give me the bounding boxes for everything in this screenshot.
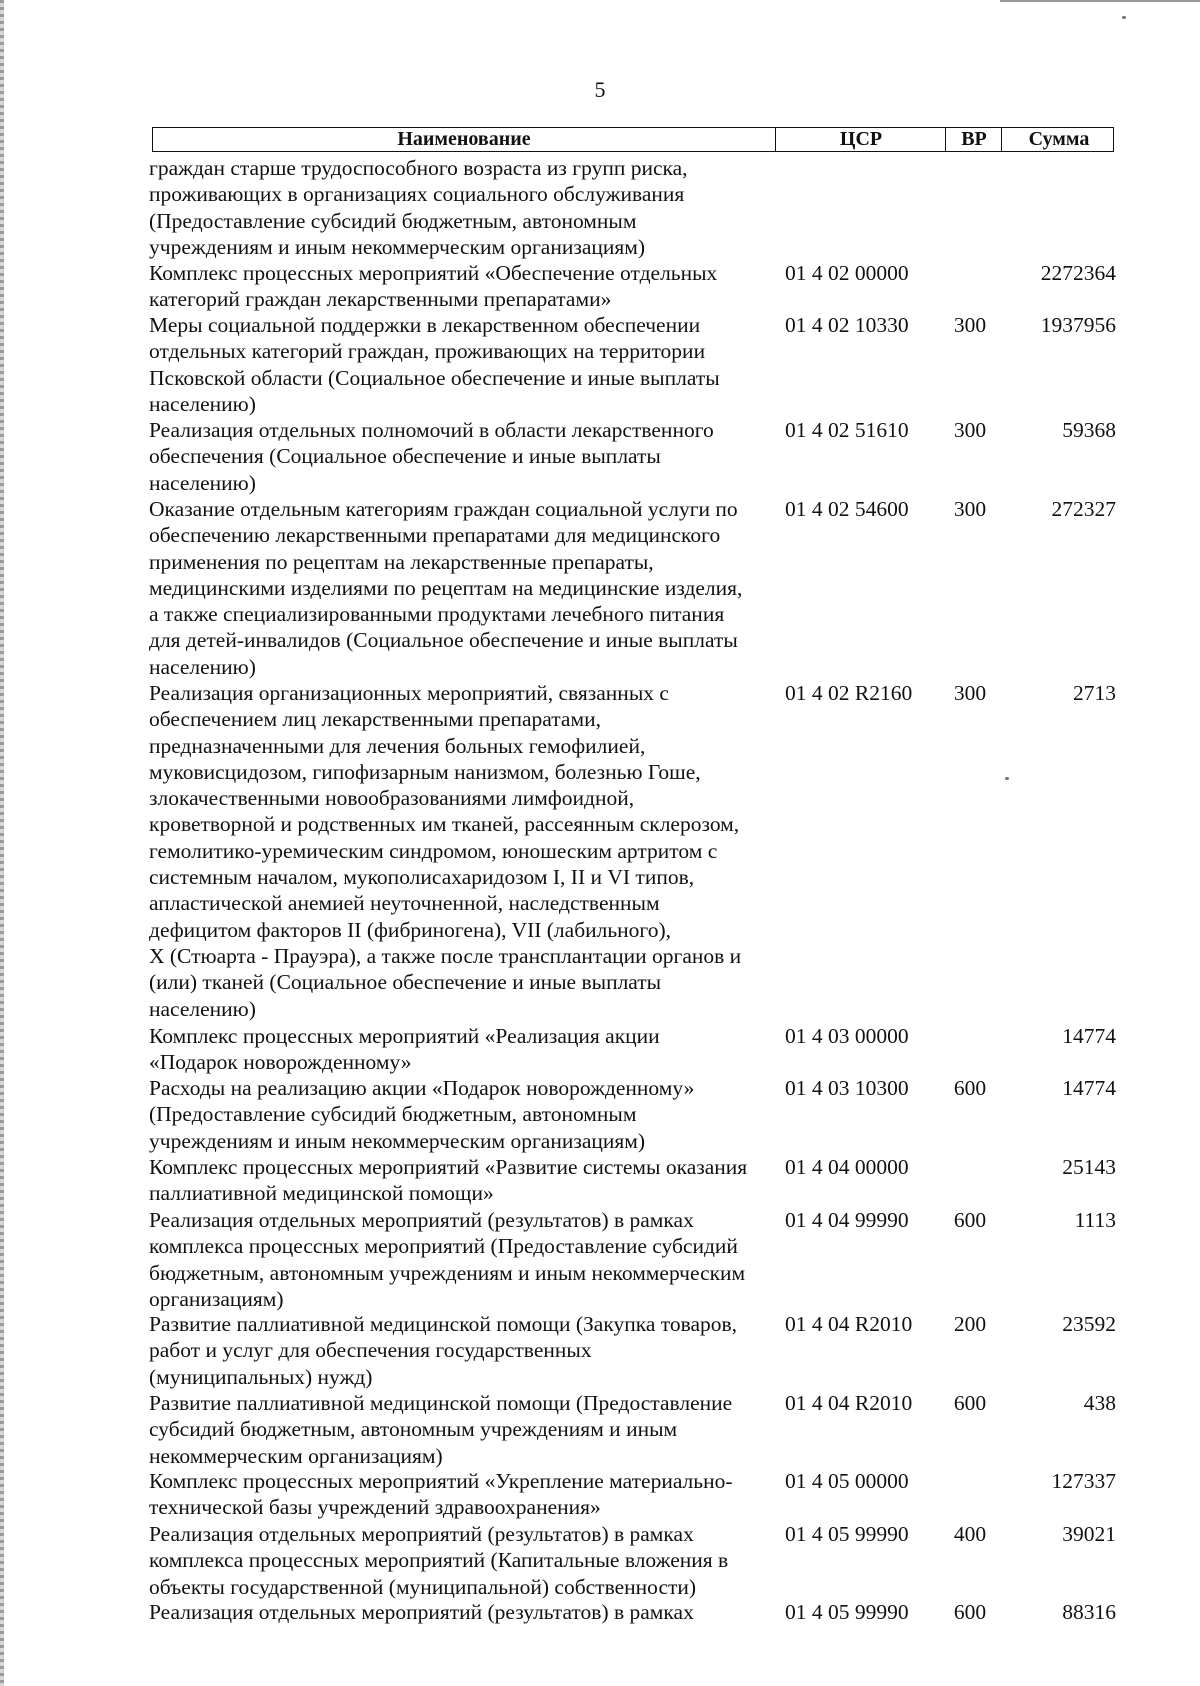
row-sum: 438 <box>1083 1391 1116 1415</box>
scan-line-top <box>1000 0 1200 2</box>
row-name: Комплекс процессных мероприятий «Реализация акции «Подарок новорожденному» <box>149 1024 660 1075</box>
row-name: Меры социальной поддержки в лекарственном обеспечении отдельных категорий граждан, проживающих на территории Псковской области (Социальное обеспечение и иные выплаты населению) <box>149 313 720 416</box>
row-csr: 01 4 02 54600 <box>785 497 909 521</box>
scan-speck <box>1122 16 1126 19</box>
row-vr: 300 <box>953 418 987 442</box>
row-name: Реализация отдельных мероприятий (результатов) в рамках комплекса процессных мероприятий (Предоставление субсидий бюджетным, автономным учреждениям и иным некоммерческим организациям) <box>149 1208 746 1311</box>
row-vr: 200 <box>953 1312 987 1336</box>
row-sum: 14774 <box>1062 1076 1116 1100</box>
row-name: граждан старше трудоспособного возраста из групп риска, проживающих в организациях социального обслуживания (Предоставление субсидий бюджетным, автономным учреждениям и иным некоммерческим организациям) <box>149 156 688 259</box>
row-name: Реализация отдельных мероприятий (результатов) в рамках <box>149 1600 694 1624</box>
row-csr: 01 4 02 51610 <box>785 418 909 442</box>
row-name: Расходы на реализацию акции «Подарок новорожденному» (Предоставление субсидий бюджетным, автономным учреждениям и иным некоммерческим организациям) <box>149 1076 695 1153</box>
row-csr: 01 4 04 R2010 <box>785 1312 913 1336</box>
row-name: Реализация отдельных полномочий в области лекарственного обеспечения (Социальное обеспечение и иные выплаты населению) <box>149 418 714 495</box>
row-csr: 01 4 05 99990 <box>785 1522 909 1546</box>
row-sum: 2272364 <box>1040 261 1116 285</box>
row-sum: 23592 <box>1062 1312 1116 1336</box>
row-vr: 300 <box>953 681 987 705</box>
row-csr: 01 4 02 R2160 <box>785 681 913 705</box>
row-sum: 25143 <box>1062 1155 1116 1179</box>
row-csr: 01 4 04 99990 <box>785 1208 909 1232</box>
header-sum: Сумма <box>1028 128 1090 150</box>
header-vr: ВР <box>947 128 1002 151</box>
row-csr: 01 4 03 10300 <box>785 1076 909 1100</box>
row-csr: 01 4 04 R2010 <box>785 1391 913 1415</box>
row-csr: 01 4 02 10330 <box>785 313 909 337</box>
row-name: Развитие паллиативной медицинской помощи (Закупка товаров, работ и услуг для обеспечения государственных (муниципальных) нужд) <box>149 1312 738 1389</box>
row-name: Реализация отдельных мероприятий (результатов) в рамках комплекса процессных мероприятий (Капитальные вложения в объекты государственной (муниципальной) собственности) <box>149 1522 729 1599</box>
row-sum: 1937956 <box>1040 313 1116 337</box>
row-sum: 2713 <box>1073 681 1116 705</box>
row-sum: 14774 <box>1062 1024 1116 1048</box>
row-vr: 600 <box>953 1391 987 1415</box>
row-name: Комплекс процессных мероприятий «Обеспечение отдельных категорий граждан лекарственными препаратами» <box>149 261 718 312</box>
row-vr: 600 <box>953 1076 987 1100</box>
row-csr: 01 4 05 99990 <box>785 1600 909 1624</box>
row-vr: 600 <box>953 1208 987 1232</box>
row-sum: 39021 <box>1062 1522 1116 1546</box>
row-csr: 01 4 05 00000 <box>785 1469 909 1493</box>
row-vr: 600 <box>953 1600 987 1624</box>
header-csr: ЦСР <box>777 128 946 151</box>
row-name: Комплекс процессных мероприятий «Укрепление материально- технической базы учреждений здравоохранения» <box>149 1469 733 1520</box>
row-vr: 300 <box>953 313 987 337</box>
row-sum: 59368 <box>1062 418 1116 442</box>
row-sum: 272327 <box>1051 497 1116 521</box>
row-vr: 400 <box>953 1522 987 1546</box>
table-header <box>152 127 1114 152</box>
page-number: 5 <box>594 77 606 102</box>
row-csr: 01 4 03 00000 <box>785 1024 909 1048</box>
scan-speck <box>1005 777 1009 780</box>
scan-edge-left <box>0 0 4 1686</box>
row-sum: 127337 <box>1051 1469 1116 1493</box>
row-sum: 1113 <box>1074 1208 1116 1232</box>
row-name: Реализация организационных мероприятий, связанных с обеспечением лиц лекарственными препаратами, предназначенными для лечения больных гемофилией, муковисцидозом, гипофизарным нанизмом, болезнью Гоше, злокачественными новообразованиями лимфоидной, кроветворной и родственных им тканей, рассеянным склерозом, гемолитико-уремическим синдромом, юношеским артритом с системным началом, мукополисахаридозом I, II и VI типов, апластической анемией неуточненной, наследственным дефицитом факторов II (фибриногена), VII (лабильного), X (Стюарта - Прауэра), а также после трансплантации органов и (или) тканей (Социальное обеспечение и иные выплаты населению) <box>149 681 742 1021</box>
row-vr: 300 <box>953 497 987 521</box>
row-csr: 01 4 02 00000 <box>785 261 909 285</box>
row-name: Комплекс процессных мероприятий «Развитие системы оказания паллиативной медицинской помощи» <box>149 1155 748 1206</box>
row-name: Оказание отдельным категориям граждан социальной услуги по обеспечению лекарственными препаратами для медицинского применения по рецептам на лекарственные препараты, медицинскими изделиями по рецептам на медицинские изделия, а также специализированными продуктами лечебного питания для детей-инвалидов (Социальное обеспечение и иные выплаты населению) <box>149 497 743 679</box>
row-csr: 01 4 04 00000 <box>785 1155 909 1179</box>
row-name: Развитие паллиативной медицинской помощи (Предоставление субсидий бюджетным, автономным учреждениям и иным некоммерческим организациям) <box>149 1391 733 1468</box>
row-sum: 88316 <box>1062 1600 1116 1624</box>
header-name: Наименование <box>153 128 776 151</box>
